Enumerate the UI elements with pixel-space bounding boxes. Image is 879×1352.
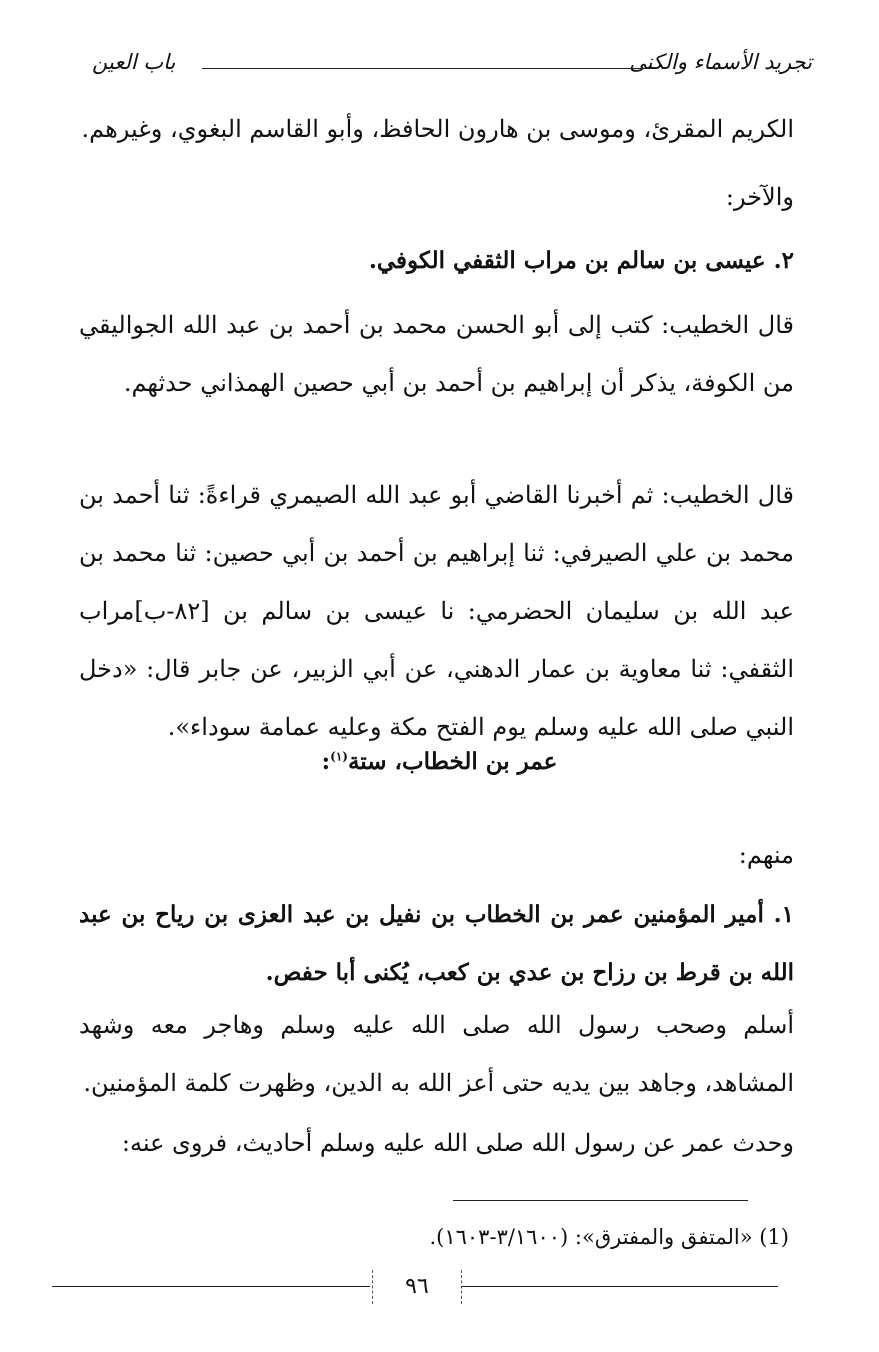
- entry-heading-2: ٢. عيسى بن سالم بن مراب الثقفي الكوفي.: [368, 247, 794, 274]
- paragraph-hadith: وحدث عمر عن رسول الله صلى الله عليه وسلم أحاديث، فروى عنه:: [121, 1129, 794, 1157]
- paragraph-continuation: الكريم المقرئ، وموسى بن هارون الحافظ، وأبو القاسم البغوي، وغيرهم.: [81, 115, 794, 143]
- section-heading-text: عمر بن الخطاب، ستة: [347, 748, 558, 775]
- footnote: (1) «المتفق والمفترق»: (٣/١٦٠٠-١٦٠٣).: [429, 1225, 789, 1249]
- book-title: تجريد الأسماء والكنى: [629, 50, 812, 74]
- header-rule: [202, 68, 652, 69]
- paragraph-other: والآخر:: [725, 183, 794, 211]
- chapter-title: باب العين: [92, 50, 176, 74]
- entry-heading-1: ١. أمير المؤمنين عمر بن الخطاب بن نفيل بن عبد العزى بن رياح بن عبد الله بن قرط بن رزاح بن عدي بن كعب، يُكنى أبا حفص.: [79, 901, 794, 986]
- section-heading-colon: :: [321, 748, 331, 775]
- running-header: [92, 44, 812, 84]
- section-heading: [0, 748, 879, 775]
- footer-rule-left: [52, 1286, 370, 1287]
- paragraph-islam: أسلم وصحب رسول الله صلى الله عليه وسلم وهاجر معه وشهد المشاهد، وجاهد بين يديه حتى أعز الله به الدين، وظهرت كلمة المؤمنين.: [79, 1011, 794, 1097]
- paragraph-khatib-2: قال الخطيب: ثم أخبرنا القاضي أبو عبد الله الصيمري قراءةً: ثنا أحمد بن محمد بن علي الصيرفي: ثنا إبراهيم بن أحمد بن أبي حصين: ثنا محمد بن عبد الله بن سليمان الحضرمي: نا عيسى بن سالم بن [٨٢-ب]مراب الثقفي: ثنا معاوية بن عمار الدهني، عن أبي الزبير، عن جابر قال: «دخل النبي صلى الله عليه وسلم يوم الفتح مكة وعليه عمامة سوداء».: [79, 481, 794, 741]
- footer-rule-right: [462, 1286, 778, 1287]
- paragraph-among-them: منهم:: [738, 841, 794, 869]
- footnote-rule: [453, 1200, 748, 1201]
- page-number: ٩٦: [372, 1270, 462, 1304]
- paragraph-khatib-1: قال الخطيب: كتب إلى أبو الحسن محمد بن أحمد بن عبد الله الجواليقي من الكوفة، يذكر أن إبراهيم بن أحمد بن أبي حصين الهمذاني حدثهم.: [79, 311, 794, 397]
- footnote-ref: (١): [330, 749, 348, 764]
